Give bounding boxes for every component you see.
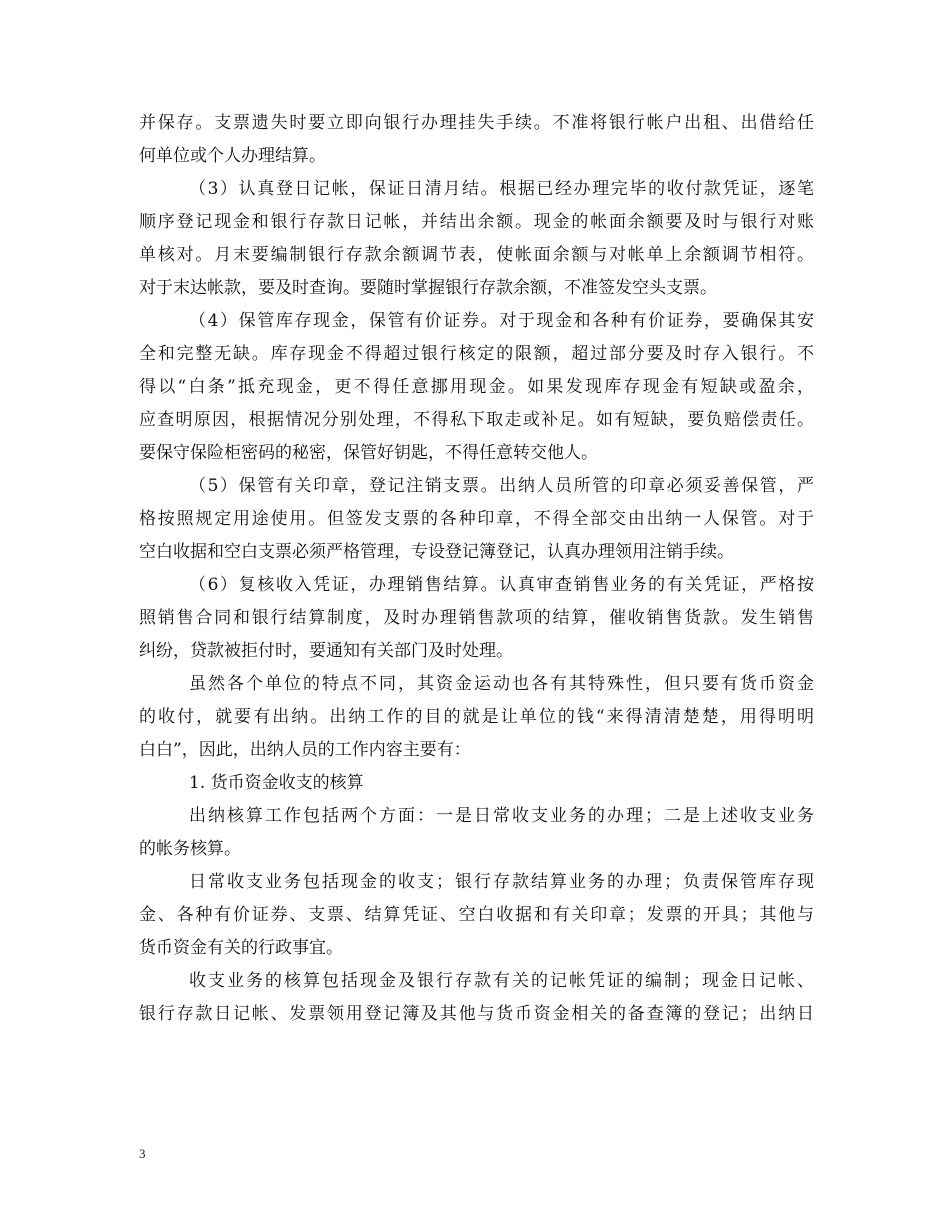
text-line: （3）认真登日记帐，保证日清月结。根据已经办理完毕的收付款凭证，逐笔: [189, 179, 814, 199]
text-line: （5）保管有关印章，登记注销支票。出纳人员所管的印章必须妥善保管，严: [189, 476, 814, 496]
text-line: 单核对。月末要编制银行存款余额调节表，使帐面余额与对帐单上余额调节相符。: [139, 245, 814, 265]
text-line: 并保存。支票遗失时要立即向银行办理挂失手续。不准将银行帐户出租、出借给任: [139, 113, 814, 133]
text-line: （4）保管库存现金，保管有价证券。对于现金和各种有价证券，要确保其安: [189, 311, 814, 331]
text-line: 格按照规定用途使用。但签发支票的各种印章，不得全部交由出纳一人保管。对于: [139, 509, 814, 529]
text-line: 应查明原因，根据情况分别处理，不得私下取走或补足。如有短缺，要负赔偿责任。: [139, 410, 814, 430]
text-line: 虽然各个单位的特点不同，其资金运动也各有其特殊性，但只要有货币资金: [189, 674, 814, 694]
text-line: 银行存款日记帐、发票领用登记簿及其他与货币资金相关的备查簿的登记；出纳日: [139, 1004, 814, 1024]
text-line: 要保守保险柜密码的秘密，保管好钥匙，不得任意转交他人。: [139, 443, 598, 463]
text-line: 白白”，因此，出纳人员的工作内容主要有：: [139, 740, 471, 760]
text-line: 收支业务的核算包括现金及银行存款有关的记帐凭证的编制；现金日记帐、: [189, 971, 814, 991]
text-line: 的帐务核算。: [139, 839, 241, 859]
text-line: 对于末达帐款，要及时查询。要随时掌握银行存款余额，不准签发空头支票。: [139, 278, 717, 298]
document-body: [139, 107, 814, 1031]
text-line: 货币资金有关的行政事宜。: [139, 938, 343, 958]
text-line: 照销售合同和银行结算制度，及时办理销售款项的结算，催收销售货款。发生销售: [139, 608, 814, 628]
page-number: 3: [139, 1146, 146, 1161]
text-line: 顺序登记现金和银行存款日记帐，并结出余额。现金的帐面余额要及时与银行对账: [139, 212, 814, 232]
text-line: （6）复核收入凭证，办理销售结算。认真审查销售业务的有关凭证，严格按: [189, 575, 814, 595]
text-line: 的收付，就要有出纳。出纳工作的目的就是让单位的钱“来得清清楚楚，用得明明: [139, 707, 814, 727]
text-line: 日常收支业务包括现金的收支；银行存款结算业务的办理；负责保管库存现: [189, 872, 814, 892]
text-line: 出纳核算工作包括两个方面：一是日常收支业务的办理；二是上述收支业务: [189, 806, 814, 826]
text-line: 何单位或个人办理结算。: [139, 146, 326, 166]
text-line: 纠纷，贷款被拒付时，要通知有关部门及时处理。: [139, 641, 513, 661]
text-line: 1. 货币资金收支的核算: [189, 773, 364, 793]
text-line: 得以“白条”抵充现金，更不得任意挪用现金。如果发现库存现金有短缺或盈余，: [139, 377, 814, 397]
text-line: 金、各种有价证券、支票、结算凭证、空白收据和有关印章；发票的开具；其他与: [139, 905, 814, 925]
text-line: 空白收据和空白支票必须严格管理，专设登记簿登记，认真办理领用注销手续。: [139, 542, 734, 562]
text-line: 全和完整无缺。库存现金不得超过银行核定的限额，超过部分要及时存入银行。不: [139, 344, 814, 364]
